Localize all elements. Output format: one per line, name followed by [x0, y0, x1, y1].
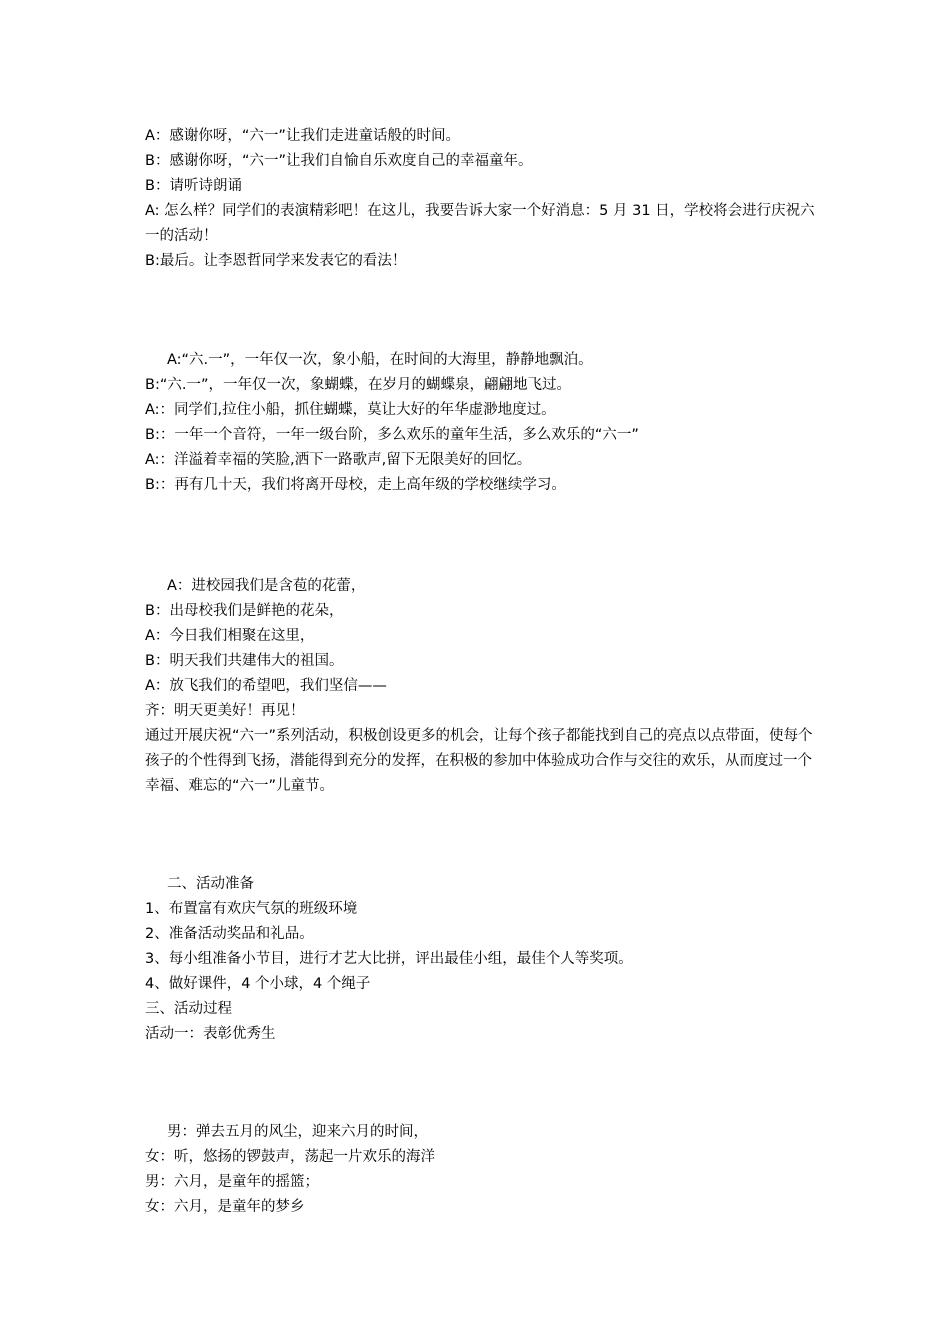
- paragraph: B：出母校我们是鲜艳的花朵，: [145, 603, 344, 619]
- paragraph: B：感谢你呀，“六一”让我们自愉自乐欢度自己的幸福童年。: [145, 153, 533, 169]
- paragraph: A：进校园我们是含苞的花蕾，: [167, 578, 366, 594]
- list-item: 1、布置富有欢庆气氛的班级环境: [145, 901, 358, 917]
- paragraph: 男：弹去五月的风尘，迎来六月的时间，: [167, 1124, 428, 1140]
- paragraph: A:：洋溢着幸福的笑脸,洒下一路歌声,留下无限美好的回忆。: [145, 452, 532, 468]
- paragraph: A：放飞我们的希望吧，我们坚信——: [145, 678, 387, 694]
- dialogue-section-2: [145, 348, 815, 498]
- paragraph: A:：同学们,拉住小船，抓住蝴蝶，莫让大好的年华虚渺地度过。: [145, 402, 556, 418]
- paragraph: B:：一年一个音符，一年一级台阶，多么欢乐的童年生活，多么欢乐的“六一”: [145, 427, 639, 443]
- dialogue-section-3: [145, 574, 815, 799]
- paragraph: B:“六.一”，一年仅一次，象蝴蝶，在岁月的蝴蝶泉，翩翩地飞过。: [145, 377, 571, 393]
- paragraph: A: 怎么样？同学们的表演精彩吧！在这儿，我要告诉大家一个好消息：5 月 31 日，学校将会进行庆祝六一的活动！: [145, 203, 815, 244]
- dialogue-section-4: [145, 1120, 815, 1220]
- section-heading: 二、活动准备: [167, 876, 254, 892]
- paragraph: 女：听，悠扬的锣鼓声，荡起一片欢乐的海洋: [145, 1149, 435, 1165]
- list-item: 4、做好课件，4 个小球，4 个绳子: [145, 976, 371, 992]
- paragraph: 齐：明天更美好！再见！: [145, 703, 305, 719]
- paragraph: 活动一：表彰优秀生: [145, 1026, 276, 1042]
- list-item: 3、每小组准备小节目，进行才艺大比拼，评出最佳小组，最佳个人等奖项。: [145, 951, 633, 967]
- paragraph: B：明天我们共建伟大的祖国。: [145, 653, 344, 669]
- paragraph: B:：再有几十天，我们将离开母校，走上高年级的学校继续学习。: [145, 477, 566, 493]
- dialogue-section-1: [145, 124, 815, 274]
- list-item: 2、准备活动奖品和礼品。: [145, 926, 314, 942]
- paragraph: A：今日我们相聚在这里，: [145, 628, 315, 644]
- paragraph: A:“六.一”，一年仅一次，象小船，在时间的大海里，静静地飘泊。: [167, 352, 593, 368]
- summary-paragraph: 通过开展庆祝“六一”系列活动，积极创设更多的机会，让每个孩子都能找到自己的亮点以点带面，使每个孩子的个性得到飞扬，潜能得到充分的发挥，在积极的参加中体验成功合作与交往的欢乐，从而度过一个幸福、难忘的“六一”儿童节。: [145, 728, 813, 794]
- activity-preparation-section: [145, 872, 815, 1047]
- paragraph: 男：六月，是童年的摇篮；: [145, 1174, 319, 1190]
- section-heading: 三、活动过程: [145, 1001, 232, 1017]
- paragraph: B：请听诗朗诵: [145, 178, 242, 194]
- paragraph: A：感谢你呀，“六一”让我们走进童话般的时间。: [145, 128, 460, 144]
- paragraph: 女：六月，是童年的梦乡: [145, 1199, 305, 1215]
- paragraph: B:最后。让李恩哲同学来发表它的看法！: [145, 253, 407, 269]
